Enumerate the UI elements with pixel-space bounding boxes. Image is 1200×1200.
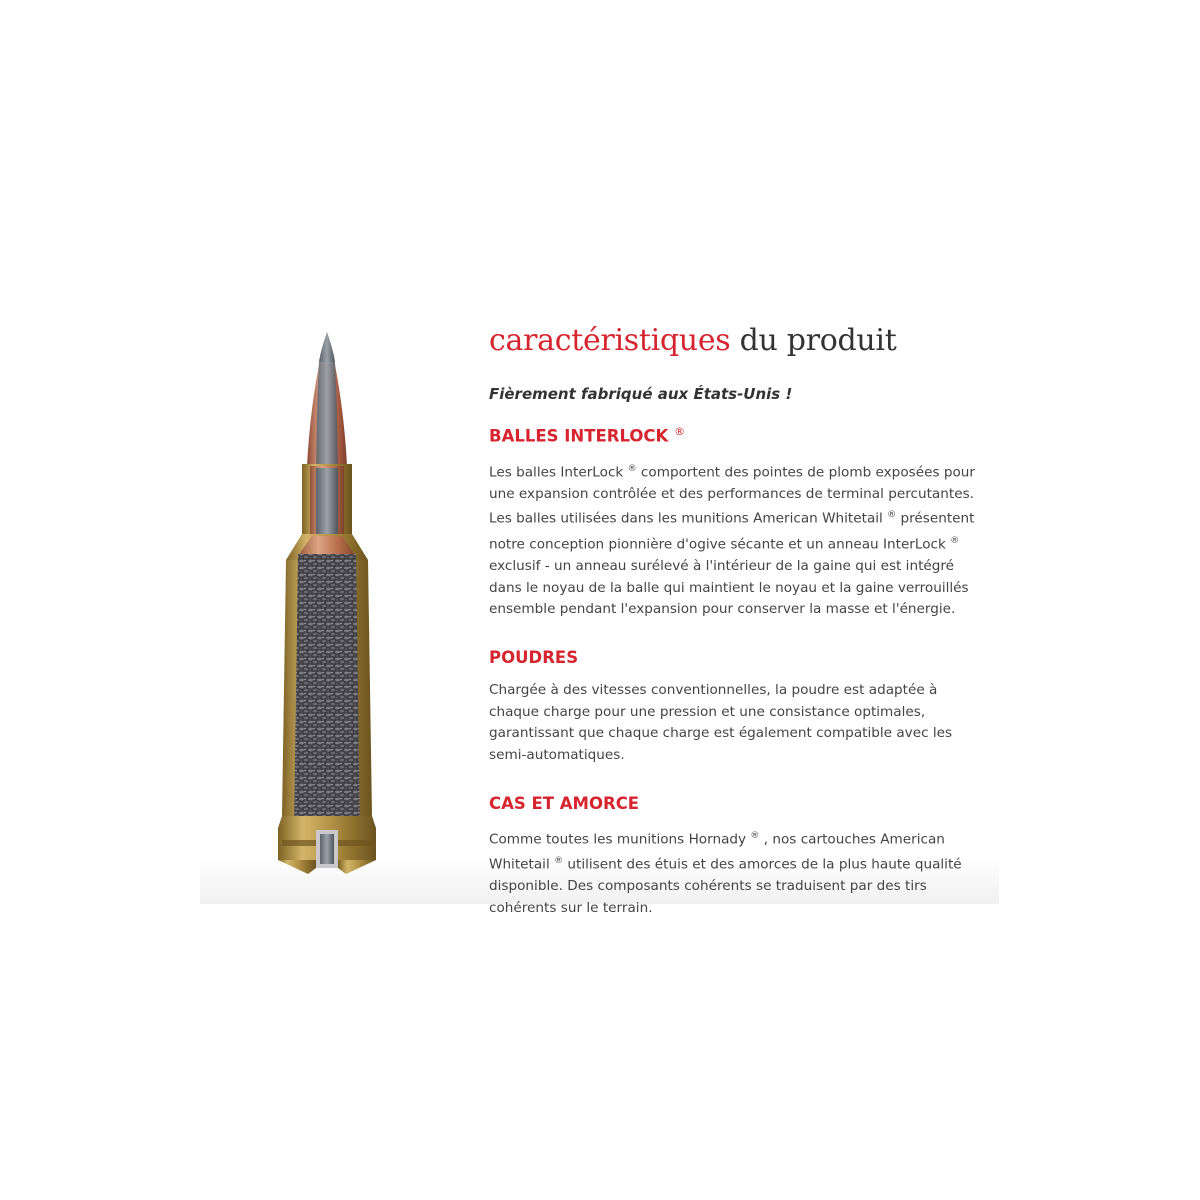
section-text: Comme toutes les munitions Hornady	[489, 831, 751, 848]
feature-section	[489, 792, 989, 920]
title-accent: caractéristiques	[489, 323, 731, 358]
section-text: Chargée à des vitesses conventionnelles, la poudre est adaptée à chaque charge pour une pression et une consistance optimales, garantissant que chaque charge est également compatible avec les semi-automatiques.	[489, 682, 953, 764]
section-text: utilisent des étuis et des amorces de la plus haute qualité disponible. Des composants cohérents se traduisent par des tirs cohérents sur le terrain.	[489, 856, 962, 916]
section-text: Les balles InterLock	[489, 464, 628, 481]
page-title	[489, 320, 989, 362]
section-title	[489, 646, 989, 670]
section-text: comportent des pointes de plomb exposées pour une expansion contrôlée et des performances de terminal percutantes. Les balles utilisées dans les munitions American Whitetail	[489, 464, 975, 527]
tagline: Fièrement fabriqué aux États-Unis !	[489, 385, 793, 403]
section-text: exclusif - un anneau surélevé à l'intérieur de la gaine qui est intégré dans le noyau de la balle qui maintient le noyau et la gaine verrouillés ensemble pendant l'expansion pour conserver la masse et l'énergie.	[489, 557, 969, 618]
section-title-text: CAS ET AMORCE	[489, 793, 640, 813]
registered-mark: ®	[554, 856, 564, 867]
registered-mark: ®	[674, 425, 686, 438]
feature-sections	[489, 420, 989, 920]
section-body	[489, 826, 989, 920]
title-rest: du produit	[739, 323, 897, 358]
feature-content	[489, 320, 989, 945]
section-title-text: POUDRES	[489, 648, 579, 668]
section-title	[489, 420, 989, 449]
registered-mark: ®	[950, 535, 960, 546]
feature-section	[489, 646, 989, 767]
section-body	[489, 680, 989, 767]
section-text: présentent notre conception pionnière d'ogive sécante et un anneau InterLock	[489, 510, 975, 553]
section-body	[489, 459, 989, 622]
registered-mark: ®	[887, 510, 897, 521]
feature-section	[489, 420, 989, 621]
registered-mark: ®	[750, 830, 760, 841]
registered-mark: ®	[627, 463, 637, 474]
cartridge-cutaway-illustration	[272, 328, 382, 876]
section-text: , nos cartouches American Whitetail	[489, 831, 945, 873]
section-title-text: BALLES INTERLOCK	[489, 426, 669, 446]
section-title	[489, 792, 989, 816]
